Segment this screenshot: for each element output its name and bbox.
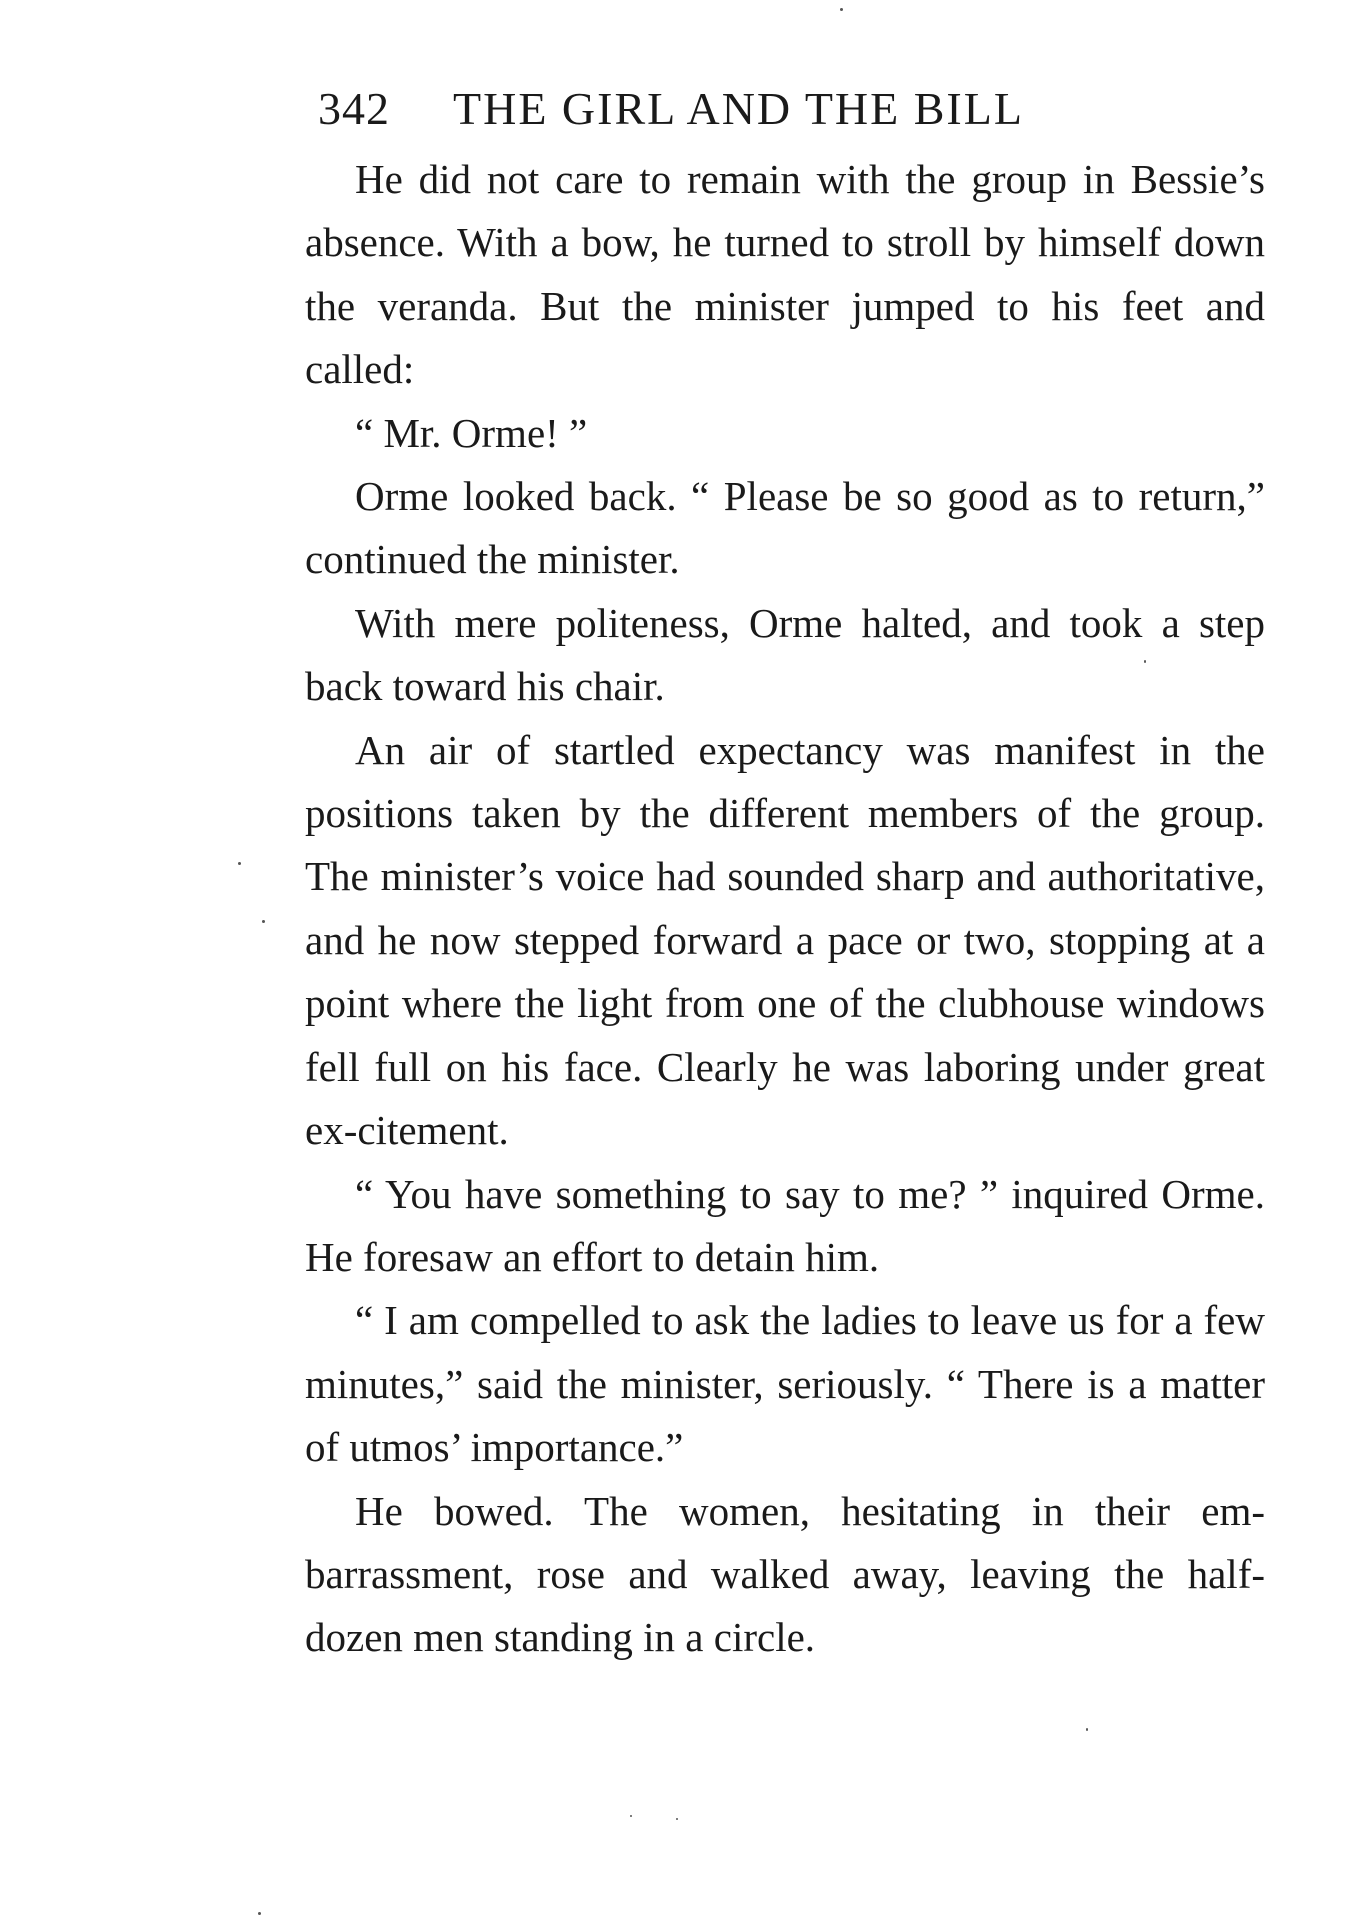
scan-speck: [840, 8, 843, 11]
paragraph: An air of startled expectancy was manifest in the positions taken by the different members of the group. The minister’s voice had sounded sharp and authoritative, and he now stepped forward a pace or two, stopping at a point where the light from one of the clubhouse windows fell full on his face. Clearly he was laboring under great ex-citement.: [305, 726, 1265, 1154]
scan-speck: [630, 1815, 632, 1817]
paragraph: “ Mr. Orme! ”: [355, 409, 588, 456]
paragraph: He did not care to remain with the group in Bessie’s absence. With a bow, he turned to stroll by himself down the veranda. But the minister jumped to his feet and called:: [305, 156, 1265, 393]
body-text: [305, 148, 1265, 1670]
scan-speck: [262, 920, 265, 923]
running-title: THE GIRL AND THE BILL: [453, 83, 1024, 134]
scan-speck: [1144, 660, 1146, 663]
paragraph: He bowed. The women, hesitating in their em-barrassment, rose and walked away, leaving the half-dozen men standing in a circle.: [305, 1487, 1265, 1661]
paragraph: With mere politeness, Orme halted, and took a step back toward his chair.: [305, 599, 1265, 710]
scan-speck: [238, 862, 241, 865]
scan-speck: [676, 1818, 678, 1820]
paragraph: “ I am compelled to ask the ladies to leave us for a few minutes,” said the minister, seriously. “ There is a matter of utmos’ importance.”: [305, 1297, 1265, 1471]
paragraph: Orme looked back. “ Please be so good as to return,” continued the minister.: [305, 473, 1265, 583]
paragraph: “ You have something to say to me? ” inquired Orme. He foresaw an effort to detain him.: [305, 1170, 1265, 1280]
scan-speck: [258, 1912, 261, 1915]
page-header: [318, 82, 1218, 142]
page-number: 342: [318, 83, 390, 134]
scan-speck: [1086, 1728, 1088, 1731]
